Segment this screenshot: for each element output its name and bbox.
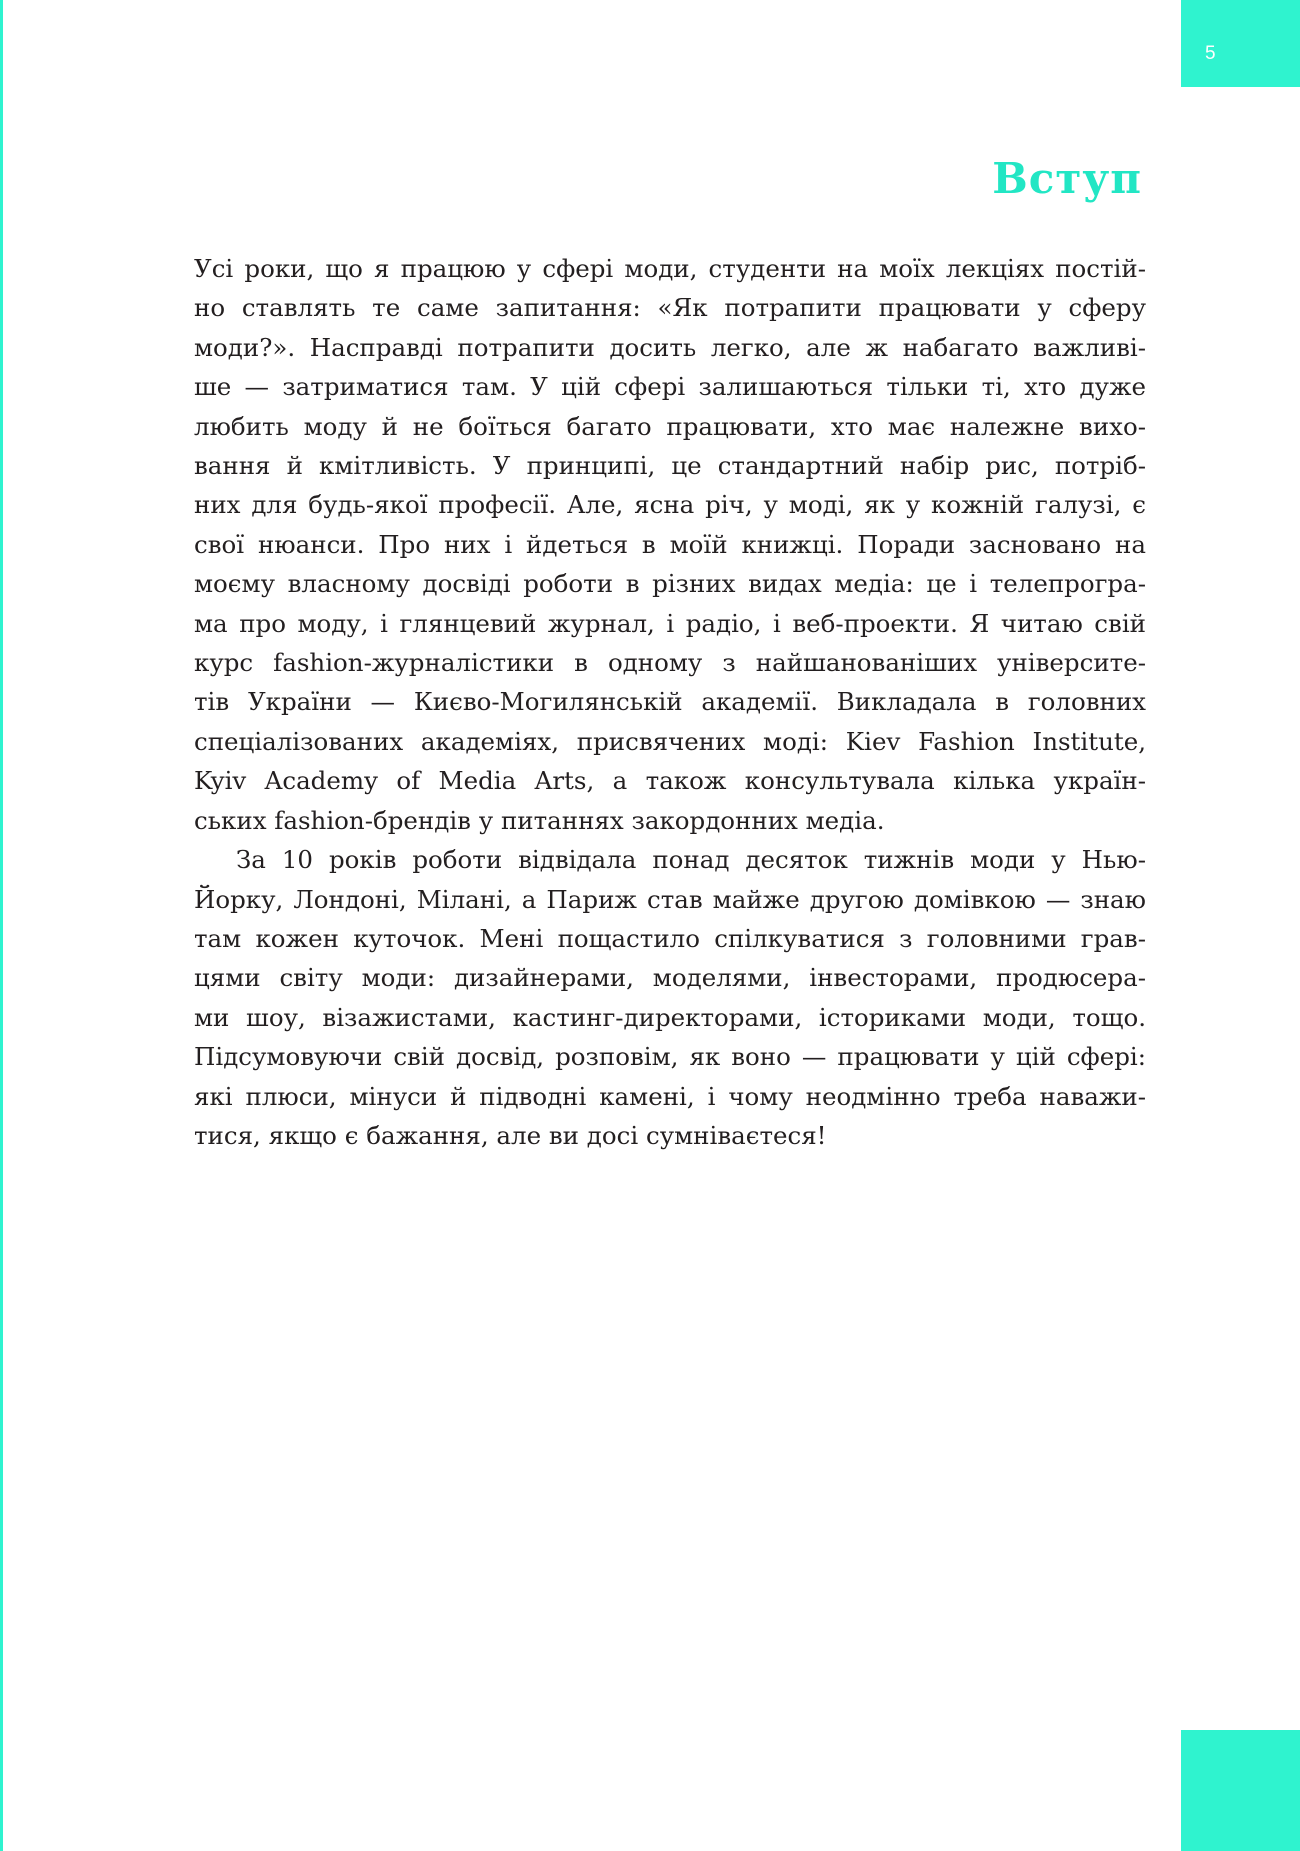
text-line: Kyiv Academy of Media Arts, а також консультувала кілька україн- (194, 766, 1146, 796)
text-line: тися, якщо є бажання, але ви досі сумніваєтеся! (194, 1120, 827, 1150)
text-line: моди?». Насправді потрапити досить легко, але ж набагато важливі- (194, 332, 1146, 362)
text-line: Йорку, Лондоні, Мілані, а Париж став майже другою домівкою — знаю (194, 884, 1146, 914)
text-line: ських fashion-брендів у питаннях закордонних медіа. (194, 805, 885, 835)
text-line: моєму власному досвіді роботи в різних видах медіа: це і телепрогра- (194, 569, 1146, 599)
text-line: які плюси, мінуси й підводні камені, і чому неодмінно треба наважи- (194, 1081, 1146, 1111)
text-line: Підсумовуючи свій досвід, розповім, як воно — працювати у цій сфері: (194, 1042, 1146, 1072)
bottom-accent-tab (1181, 1730, 1300, 1851)
body-text (194, 249, 1146, 1155)
text-line: тів України — Києво-Могилянській академії. Викладала в головних (194, 687, 1146, 717)
page-number-tab (1181, 0, 1300, 87)
left-edge-bar (0, 0, 3, 1851)
page-number: 5 (1205, 43, 1216, 64)
text-line: ма про моду, і глянцевий журнал, і радіо, і веб-проекти. Я читаю свій (194, 608, 1146, 638)
text-line: За 10 років роботи відвідала понад десяток тижнів моди у Нью- (236, 845, 1146, 875)
chapter-title: Вступ (992, 154, 1142, 203)
text-line: Усі роки, що я працюю у сфері моди, студенти на моїх лекціях постій- (194, 254, 1146, 283)
text-line: курс fashion-журналістики в одному з найшанованіших університе- (194, 648, 1146, 678)
text-line: свої нюанси. Про них і йдеться в моїй книжці. Поради засновано на (194, 529, 1146, 559)
text-line: ше — затриматися там. У цій сфері залишаються тільки ті, хто дуже (194, 372, 1146, 402)
text-line: цями світу моди: дизайнерами, моделями, інвесторами, продюсера- (194, 963, 1146, 993)
text-line: любить моду й не боїться багато працювати, хто має належне вихо- (194, 411, 1146, 441)
text-line: них для будь-якої професії. Але, ясна річ, у моді, як у кожній галузі, є (194, 490, 1146, 520)
text-line: но ставлять те саме запитання: «Як потрапити працювати у сферу (194, 293, 1146, 323)
text-line: вання й кмітливість. У принципі, це стандартний набір рис, потріб- (194, 451, 1146, 481)
text-line: спеціалізованих академіях, присвячених моді: Kiev Fashion Institute, (194, 726, 1146, 756)
text-line: ми шоу, візажистами, кастинг-директорами, істориками моди, тощо. (194, 1002, 1146, 1032)
text-line: там кожен куточок. Мені пощастило спілкуватися з головними грав- (194, 923, 1146, 953)
